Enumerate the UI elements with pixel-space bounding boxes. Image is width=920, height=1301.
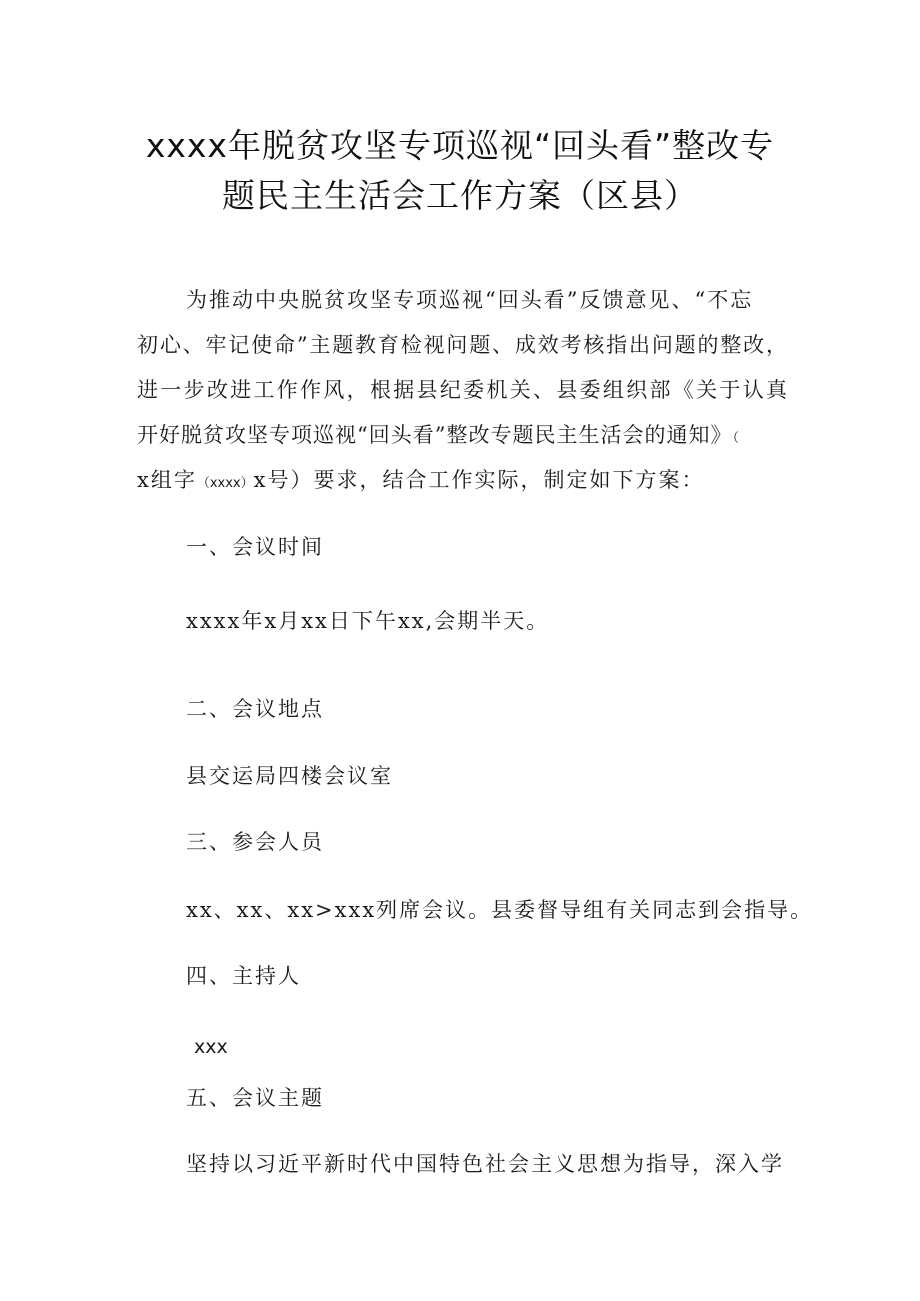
intro-line-3: 进一步改进工作作风，根据县纪委机关、县委组织部《关于认真 <box>137 378 787 402</box>
section-body-host: xxx <box>194 1036 228 1058</box>
section-heading-host: 四、主持人 <box>186 964 301 988</box>
intro-line-2: 初心、牢记使命”主题教育检视问题、成效考核指出问题的整改， <box>137 333 787 357</box>
section-body-location: 县交运局四楼会议室 <box>186 764 393 788</box>
intro-line-4-main: 开好脱贫攻坚专项巡视“回头看”整改专题民主生活会的通知》 <box>137 423 733 447</box>
section-heading-attendees: 三、参会人员 <box>186 830 324 854</box>
intro-line-5-small: （xxxx） <box>196 476 254 491</box>
section-body-theme: 坚持以习近平新时代中国特色社会主义思想为指导，深入学 <box>186 1152 784 1176</box>
section-body-attendees: xx、xx、xx>xxx列席会议。县委督导组有关同志到会指导。 <box>186 898 814 922</box>
document-title-line-2: 题民主生活会工作方案（区县） <box>222 176 698 215</box>
intro-line-5-a: x组字 <box>137 468 197 492</box>
intro-line-5 <box>137 464 704 494</box>
section-heading-theme: 五、会议主题 <box>186 1086 324 1110</box>
intro-line-4-paren: （ <box>732 431 739 446</box>
section-body-time: xxxx年x月xx日下午xx,会期半天。 <box>186 609 550 633</box>
section-heading-location: 二、会议地点 <box>186 697 324 721</box>
intro-line-5-b: x号）要求，结合工作实际，制定如下方案： <box>253 468 705 492</box>
intro-line-4 <box>137 419 739 449</box>
document-title-line-1: xxxx年脱贫攻坚专项巡视“回头看”整改专 <box>145 126 775 165</box>
section-heading-time: 一、会议时间 <box>186 535 324 559</box>
intro-line-1: 为推动中央脱贫攻坚专项巡视“回头看”反馈意见、“不忘 <box>186 288 754 312</box>
